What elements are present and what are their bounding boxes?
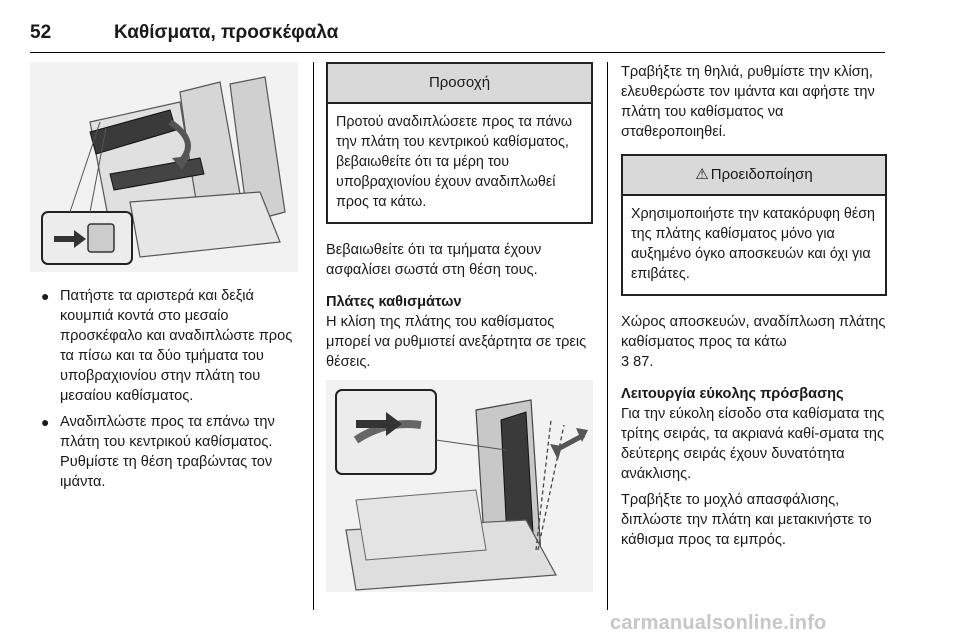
paragraph: Τραβήξτε τη θηλιά, ρυθμίστε την κλίση, ελευθερώστε τον ιμάντα και αφήστε την πλάτη του καθίσματος να σταθεροποιηθεί. bbox=[621, 64, 875, 140]
paragraph: Χώρος αποσκευών, αναδίπλωση πλάτης καθίσματος προς τα κάτω bbox=[621, 314, 886, 350]
section-heading: Λειτουργία εύκολης πρόσβασης bbox=[621, 386, 844, 402]
section-heading: Πλάτες καθισμάτων bbox=[326, 294, 462, 310]
paragraph: Τραβήξτε το μοχλό απασφάλισης, διπλώστε την πλάτη και μετακινήστε το κάθισμα προς τα εμπρός. bbox=[621, 492, 872, 548]
list-item-text: Πατήστε τα αριστερά και δεξιά κουμπιά κοντά στο μεσαίο προσκέφαλο και αναδιπλώστε προς τα πίσω και τα δύο τμήματα του υποβραχιονίου στην πλάτη του μεσαίου καθίσματος. bbox=[60, 288, 293, 404]
paragraph: Για την εύκολη είσοδο στα καθίσματα της τρίτης σειράς, τα ακριανά καθί-σματα της δεύτερης σειράς έχουν δυνατότητα ανάκλισης. bbox=[621, 406, 885, 482]
list-item-text: Αναδιπλώστε προς τα επάνω την πλάτη του κεντρικού καθίσματος. Ρυθμίστε τη θέση τραβώντας τον ιμάντα. bbox=[60, 414, 275, 490]
armrest-illustration bbox=[30, 62, 298, 272]
warning-title: Προειδοποίηση bbox=[710, 166, 813, 183]
chapter-title: Καθίσματα, προσκέφαλα bbox=[114, 22, 339, 43]
bullet-glyph: ● bbox=[41, 288, 50, 304]
warning-icon: ⚠ bbox=[695, 166, 709, 183]
paragraph: Η κλίση της πλάτης του καθίσματος μπορεί να ρυθμιστεί ανεξάρτητα σε τρεις θέσεις. bbox=[326, 314, 587, 370]
page-number: 52 bbox=[30, 22, 52, 43]
middle-column bbox=[326, 62, 593, 592]
list-item bbox=[30, 286, 298, 406]
right-column bbox=[621, 62, 887, 562]
watermark: carmanualsonline.info bbox=[610, 612, 827, 634]
page-header bbox=[30, 22, 885, 53]
list-item bbox=[30, 412, 298, 492]
seatback-illustration bbox=[326, 380, 593, 592]
left-column bbox=[30, 62, 298, 498]
caution-title: Προσοχή bbox=[328, 64, 591, 104]
column-divider-left bbox=[313, 62, 314, 610]
caution-box bbox=[326, 62, 593, 224]
bullet-glyph: ● bbox=[41, 414, 50, 430]
paragraph: Βεβαιωθείτε ότι τα τμήματα έχουν ασφαλίσει σωστά στη θέση τους. bbox=[326, 242, 542, 278]
warning-header bbox=[623, 156, 885, 196]
column-divider-right bbox=[607, 62, 608, 610]
warning-box bbox=[621, 154, 887, 296]
caution-text: Προτού αναδιπλώσετε προς τα πάνω την πλάτη του κεντρικού καθίσματος, βεβαιωθείτε ότι τα μέρη του υποβραχιονίου έχουν αναδιπλωθεί προς τα κάτω. bbox=[336, 114, 573, 210]
instruction-list bbox=[30, 286, 298, 492]
page-reference: 3 87. bbox=[621, 354, 654, 370]
warning-text: Χρησιμοποιήστε την κατακόρυφη θέση της πλάτης καθίσματος μόνο για αυξημένο όγκο αποσκευών και όχι για επιβάτες. bbox=[631, 206, 876, 282]
